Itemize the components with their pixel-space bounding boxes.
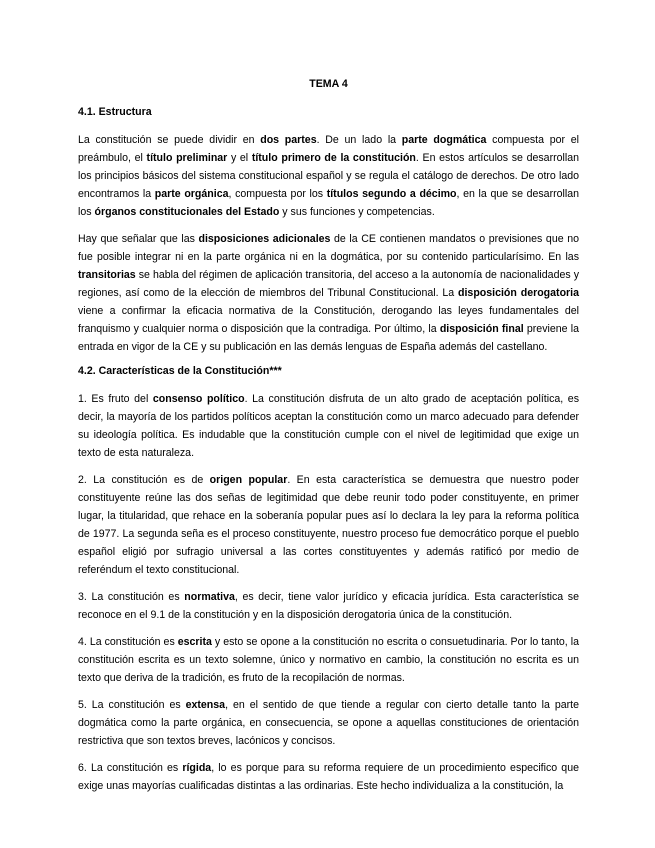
list-item-characteristic-5: 5. La constitución es extensa, en el sentido de que tiende a regular con cierto detalle tanto la parte dogmática como la parte orgánica, en consecuencia, se opone a aquellas constituciones de orientación restrictiva que son textos breves, lacónicos y concisos. <box>78 699 579 747</box>
section-heading-4-2: 4.2. Características de la Constitución*** <box>78 365 282 377</box>
list-item-characteristic-3: 3. La constitución es normativa, es decir, tiene valor jurídico y eficacia jurídica. Esta característica se reconoce en el 9.1 de la constitución y en la disposición derogatoria única de la constitución. <box>78 591 579 621</box>
list-item-characteristic-2: 2. La constitución es de origen popular. En esta característica se demuestra que nuestro poder constituyente reúne las dos señas de legitimidad que debe reunir todo poder constituyente, en primer lugar, la titularidad, que rehace en la soberanía popular pues así lo declara la ley para la reforma política de 1977. La segunda seña es el proceso constituyente, nuestro proceso fue democrático porque el pueblo español eligió por sufragio universal a las cortes constituyentes y además ratificó por medio de referéndum el texto constitucional. <box>78 474 579 576</box>
list-item-characteristic-1: 1. Es fruto del consenso político. La constitución disfruta de un alto grado de aceptación política, es decir, la mayoría de los partidos políticos aceptan la constitución como un marco adecuado para defender su ideología política. Es indudable que la constitución cumple con el nivel de legitimidad que exige un texto de esta naturaleza. <box>78 393 579 459</box>
list-item-characteristic-6: 6. La constitución es rígida, lo es porque para su reforma requiere de un procedimiento especifico que exige unas mayorías cualificadas distintas a las ordinarias. Este hecho individualiza a la constitución, la <box>78 762 579 792</box>
paragraph-estructura-2: Hay que señalar que las disposiciones adicionales de la CE contienen mandatos o previsiones que no fue posible integrar ni en la parte orgánica ni en la dogmática, por su contenido particularísimo. En las transitorias se habla del régimen de aplicación transitoria, del acceso a la autonomía de nacionalidades y regiones, así como de la elección de miembros del Tribunal Constitucional. La disposición derogatoria viene a confirmar la eficacia normativa de la Constitución, derogando las leyes fundamentales del franquismo y cualquier norma o disposición que la contradiga. Por último, la disposición final previene la entrada en vigor de la CE y su publicación en las demás lenguas de España además del castellano. <box>78 233 579 353</box>
paragraph-estructura-1: La constitución se puede dividir en dos partes. De un lado la parte dogmática compuesta por el preámbulo, el título preliminar y el título primero de la constitución. En estos artículos se desarrollan los principios básicos del sistema constitucional español y se regula el catálogo de derechos. De otro lado encontramos la parte orgánica, compuesta por los títulos segundo a décimo, en la que se desarrollan los órganos constitucionales del Estado y sus funciones y competencias. <box>78 134 580 218</box>
document-title: TEMA 4 <box>309 78 348 90</box>
section-heading-4-1: 4.1. Estructura <box>78 106 152 118</box>
list-item-characteristic-4: 4. La constitución es escrita y esto se opone a la constitución no escrita o consuetudinaria. Por lo tanto, la constitución escrita es un texto solemne, único y normativo en cambio, la constitución no escrita es un texto que deriva de la tradición, es fruto de la recopilación de normas. <box>78 636 579 684</box>
document-page <box>78 78 579 804</box>
